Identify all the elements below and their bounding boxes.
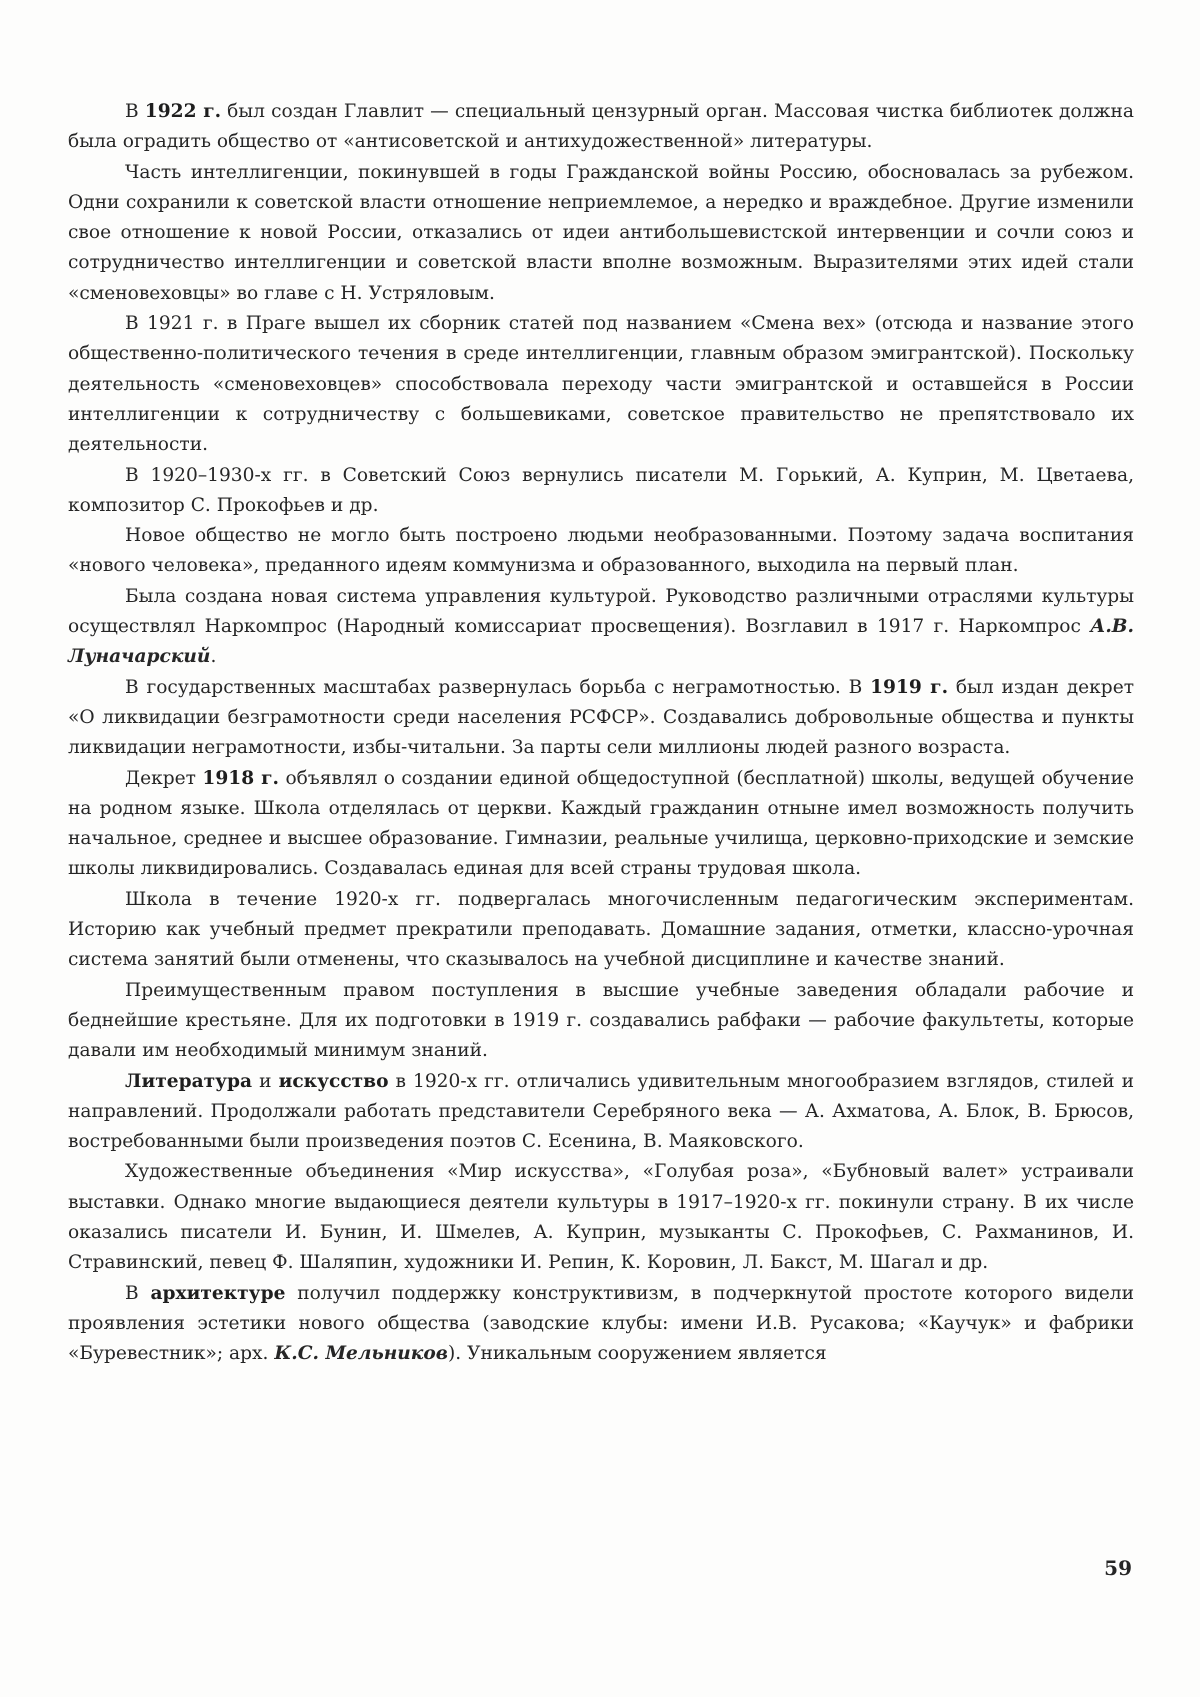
text-run: В государственных масштабах развернулась борьба с неграмотностью. В <box>125 676 871 698</box>
paragraph <box>68 976 1134 1067</box>
text-run: получил поддержку конструктивизм, в подчеркнутой простоте которого видели проявления эстетики нового общества (заводские клубы: имени И.В. Русакова; «Каучук» и фабрики «Буревестник»; арх. <box>68 1282 1135 1365</box>
bold-term: архитектуре <box>150 1282 286 1304</box>
paragraph <box>68 97 1134 158</box>
paragraph <box>68 673 1134 764</box>
paragraph <box>68 1279 1134 1370</box>
bold-term: 1918 г. <box>202 767 280 789</box>
bold-term: 1922 г. <box>144 101 222 122</box>
text-run: Школа в течение 1920-х гг. подвергалась многочисленным педагогическим экспериментам. Историю как учебный предмет прекратили преподавать. Домашние задания, отметки, классно-урочная система занятий были отменены, что сказывалось на учебной дисциплине и качестве знаний. <box>68 888 1134 971</box>
text-run: В <box>125 101 145 122</box>
text-run: объявлял о создании единой общедоступной (бесплатной) школы, ведущей обучение на родном языке. Школа отделялась от церкви. Каждый гражданин отныне имел возможность получить начальное, среднее и высшее образование. Гимназии, реальные училища, церковно-приходские и земские школы ликвидировались. Создавалась единая для всей страны трудовая школа. <box>68 767 1134 880</box>
person-name: К.С. Мельников <box>274 1343 449 1365</box>
body-text <box>68 97 1134 1369</box>
paragraph <box>68 158 1134 309</box>
text-run: Новое общество не могло быть построено людьми необразованными. Поэтому задача воспитания «нового человека», преданного идеям коммунизма и образованного, выходила на первый план. <box>68 525 1134 577</box>
text-run: Часть интеллигенции, покинувшей в годы Гражданской войны Россию, обосновалась за рубежом. Одни сохранили к советской власти отношение неприемлемое, а нередко и враждебное. Другие изменили свое отношение к новой России, отказались от идеи антибольшевистской интервенции и сочли союз и сотрудничество интеллигенции и советской власти вполне возможным. Выразителями этих идей стали «сменовеховцы» во главе с Н. Устряловым. <box>68 161 1134 304</box>
text-run: ). Уникальным сооружением является <box>448 1343 827 1365</box>
paragraph <box>68 1157 1134 1278</box>
person-name: А.В. Луначарский <box>68 616 1134 668</box>
paragraph <box>68 461 1134 522</box>
text-run: Декрет <box>125 767 203 789</box>
text-run: Преимущественным правом поступления в высшие учебные заведения обладали рабочие и беднейшие крестьяне. Для их подготовки в 1919 г. создавались рабфаки — рабочие факультеты, которые давали им необходимый минимум знаний. <box>68 979 1134 1062</box>
paragraph <box>68 764 1134 885</box>
text-run: Художественные объединения «Мир искусства», «Голубая роза», «Бубновый валет» устраивали выставки. Однако многие выдающиеся деятели культуры в 1917–1920-х гг. покинули страну. В их числе оказались писатели И. Бунин, И. Шмелев, А. Куприн, музыканты С. Прокофьев, С. Рахманинов, И. Стравинский, певец Ф. Шаляпин, художники И. Репин, К. Коровин, Л. Бакст, М. Шагал и др. <box>68 1161 1134 1274</box>
paragraph <box>68 1067 1134 1158</box>
bold-term: 1919 г. <box>870 676 949 698</box>
text-run: В 1921 г. в Праге вышел их сборник статей под названием «Смена вех» (отсюда и название этого общественно-политического течения в среде интеллигенции, главным образом эмигрантской). Поскольку деятельность «сменовеховцев» способствовала переходу части эмигрантской и оставшейся в России интеллигенции к сотрудничеству с большевиками, советское правительство не препятствовало их деятельности. <box>68 313 1134 456</box>
bold-term: Литература <box>125 1070 253 1092</box>
text-run: был издан декрет «О ликвидации безграмотности среди населения РСФСР». Создавались добровольные общества и пункты ликвидации неграмотности, избы-читальни. За парты сели миллионы людей разного возраста. <box>68 676 1134 759</box>
page-number: 59 <box>1104 1556 1132 1580</box>
text-run: В <box>125 1282 151 1304</box>
text-run: и <box>252 1070 279 1092</box>
text-run: Была создана новая система управления культурой. Руководство различными отраслями культуры осуществлял Наркомпрос (Народный комиссариат просвещения). Возглавил в 1917 г. Наркомпрос <box>68 585 1134 638</box>
bold-term: искусство <box>278 1070 389 1092</box>
text-run: в 1920-х гг. отличались удивительным многообразием взглядов, стилей и направлений. Продолжали работать представители Серебряного века — А. Ахматова, А. Блок, В. Брюсов, востребованными были произведения поэтов С. Есенина, В. Маяковского. <box>68 1070 1134 1153</box>
paragraph <box>68 309 1134 460</box>
text-run: был создан Главлит — специальный цензурный орган. Массовая чистка библиотек должна была оградить общество от «антисоветской и антихудожественной» литературы. <box>68 101 1135 153</box>
text-run: В 1920–1930-х гг. в Советский Союз вернулись писатели М. Горький, А. Куприн, М. Цветаева, композитор С. Прокофьев и др. <box>68 464 1134 516</box>
paragraph <box>68 885 1134 976</box>
text-run: . <box>210 646 217 668</box>
paragraph <box>68 582 1134 673</box>
paragraph <box>68 521 1134 582</box>
